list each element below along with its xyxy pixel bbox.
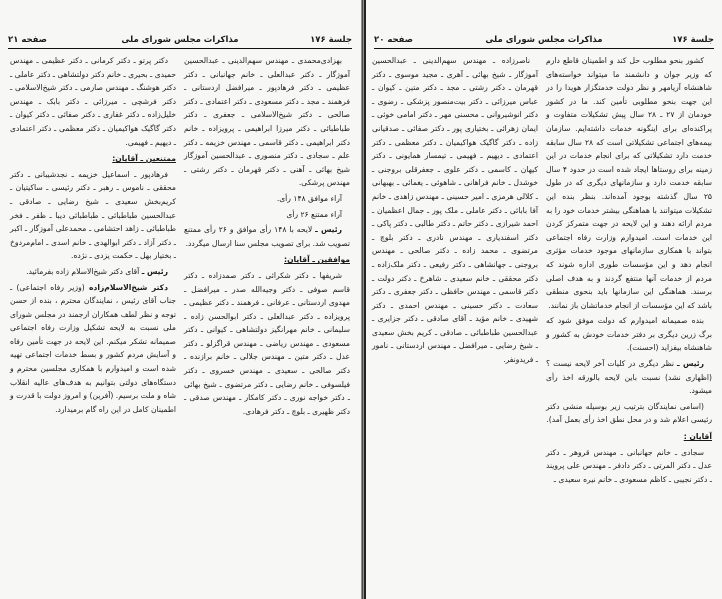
paragraph: [184, 54, 350, 190]
text-column: [184, 54, 350, 420]
paragraph-text: دکتر پرتو ـ دکتر کرمانی ـ دکتر عظیمی ـ مهندس حمیدی ـ بحیری ـ خانم دکتر دولتشاهی ـ دکتر عاملی ـ دکتر هوشنگ ـ مهندس صارمی ـ دکتر شیخ‌الاسلامی ـ دکتر فرشچی ـ میرزائی ـ دکتر بابک ـ مهندس خلیل‌زاده ـ دکتر غفاری ـ دکتر صفائی ـ دکتر کیوان ـ دکتر گاگیک هواکیمیان ـ دکتر معظمی ـ دکتر اعتمادی ـ دیهیم ـ فهیمی.: [10, 56, 176, 147]
paragraph: [546, 446, 712, 487]
text-column: [372, 54, 538, 369]
paragraph-text: بنده صمیمانه امیدوارم که دولت موفق شود که برگ زرین دیگری بر دفتر خدمات خودش به کشور و شاهنشاه بیفزاید (احسنت).: [546, 316, 712, 353]
paragraph-text: فرهادپور ـ اسماعیل خزیمه ـ نجدشیبانی ـ دکتر محققی ـ ناموس ـ رهبر ـ دکتر رئیسی ـ ساکیتیان ـ کریم‌بخش سعیدی ـ شیخ رضایی ـ صادقی ـ عبدالحسین طباطبائی ـ طباطبائی دیبا ـ ظفر ـ فخر طباطبائی ـ زاهد احتشامی ـ محمدعلی آموزگار ـ اکبر ـ دکتر آزاد ـ دکتر ابوالهدی ـ خانم اسدی ـ امام‌مردوخ ـ بختیار بهل ـ حکمت یزدی ـ نژده.: [10, 169, 176, 261]
section-heading: ممتنعین ـ آقایان:: [112, 154, 176, 164]
right-page: [364, 0, 722, 599]
paragraph-text: ناصرزاده ـ مهندس سهم‌الدینی ـ عبدالحسین آموزگار ـ شیخ بهائی ـ آهری ـ مجید موسوی ـ دکتر قهرمان ـ دکتر رشتی ـ مجد ـ دکتر متین ـ کیوان ـ عباس میرزائی ـ دکتر بیت‌منصور پزشکی ـ رضوی ـ دکتر انوشیروانی ـ محسنی مهر ـ دکتر امامی خوئی ـ ایمان زهرائی ـ بختیاری پور ـ دکتر صفائی ـ صدقیانی زاده ـ دکتر گاگیک هواکیمیان ـ دکتر معظمی ـ دکتر اعتمادی ـ دیهیم ـ فهیمی ـ تیمسار همایونی ـ دکتر کیهان ـ کاسمی ـ دکتر علوی ـ جعفرقلی بروجنی ـ خوشدل ـ خانم فراهانی ـ شاهوئی ـ یغمائی ـ بهبهانی ـ کلالی هرمزی ـ امیر حسینی ـ مهندس زاهدی ـ خانم آفا بابائی ـ دکتر عاملی ـ ملک پور ـ جمال اعظمیان ـ احمد شیرازی ـ دکتر حاتم ـ دکتر طالبی ـ دکتر پاکی ـ دکتر اسفندیاری ـ مهندس نادری ـ دکتر بلوچ ـ مرتضوی ـ محمد زاده ـ دکتر صالحی ـ مهندس بروجنی ـ جهانشاهی ـ دکتر رفیعی ـ دکتر ملک‌زاده ـ دکتر محققی ـ خانم سعیدی ـ شاهرخ ـ دکتر دولت ـ دکتر قاسمی ـ مهندس حافظی ـ دکتر جعفری ـ دکتر سعادت ـ دکتر حسینی ـ مهندس احمدی ـ دکتر شهیدی ـ خانم مؤید ـ آقای صادقی ـ دکتر جزایری ـ عبدالحسین طباطبائی ـ صادقی ـ کریم بخش سعیدی ـ شیخ رضایی ـ میرافضل ـ مهندس اردستانی ـ نامور ـ فریدونفر.: [372, 56, 538, 365]
speaker-name: رئیس ـ: [315, 225, 342, 235]
paragraph-text: آقای دکتر شیخ‌الاسلام زاده بفرمائید.: [26, 266, 140, 276]
paragraph: [184, 192, 350, 206]
session-number: جلسة ۱۷۶: [672, 35, 714, 45]
page-number: صفحه ۲۱: [8, 35, 47, 45]
paragraph: [546, 54, 712, 312]
paragraph: [10, 281, 176, 417]
paragraph: [184, 269, 350, 419]
section-heading: آقایان :: [683, 432, 712, 442]
paragraph-text: لایحه با ۱۴۸ رأی موافق و ۲۶ رأی ممتنع تصویب شد. برای تصویب مجلس سنا ارسال میگردد.: [184, 225, 350, 248]
paragraph: [372, 54, 538, 367]
page-number: صفحه ۲۰: [374, 35, 413, 45]
speaker-name: رئیس ـ: [141, 266, 168, 276]
publication-title: مذاکرات مجلس شورای ملی: [121, 35, 239, 45]
session-number: جلسة ۱۷۶: [310, 35, 352, 45]
paragraph: [184, 208, 350, 222]
paragraph: [546, 314, 712, 355]
paragraph-text: آراء ممتنع ۲۶ رأی: [286, 209, 342, 219]
paragraph-text: (وزیر رفاه اجتماعی) ـ جناب آقای رئیس ، نمایندگان محترم ، بنده از حسن توجه و نظر لطف همکاران ارجمند در مجلس شورای ملی نسبت به لایحه تشکیل وزارت رفاه اجتماعی صمیمانه تشکر میکنم. این لایحه در جهت تأمین رفاه و آسایش مردم کشور و بسط خدمات اجتماعی تهیه شده است و امیدوارم با همکاری مجلسین محترم و دستگاه‌های دولتی بتوانیم به هدف‌های عالیه انقلاب شاه و ملت برسیم. (آفرین) و امروز دولت با قدرت و اطمینان کامل در این راه گام برمیدارد.: [10, 282, 176, 414]
paragraph-text: سجادی ـ خانم جهانبانی ـ مهندس قروهر ـ دکتر عدل ـ دکتر المرتی ـ دکتر دادفر ـ مهندس علی پرویند ـ دکتر نجیبی ـ کاظم مسعودی ـ خانم نیره سعیدی ـ: [546, 447, 712, 484]
paragraph: [546, 400, 712, 427]
paragraph-text: آراء موافق ۱۴۸ رأی.: [276, 193, 342, 203]
paragraph: [546, 357, 712, 398]
text-column: [10, 54, 176, 418]
page-header: [8, 34, 352, 49]
paragraph: [184, 223, 350, 250]
speaker-name: رئیس ـ: [677, 359, 705, 369]
speaker-name: دکتر شیخ‌الاسلام‌زاده: [88, 282, 168, 292]
paragraph: [10, 168, 176, 263]
paragraph-text: (اسامی نمایندگان بترتیب زیر بوسیله منشی دکتر رئیسی اعلام شد و در محل نطق اخذ رأی بعمل آمد).: [546, 401, 712, 425]
paragraph-text: نظر دیگری در کلیات آخر لایحه نیست ؟ (اظهاری نشد) نسبت باین لایحه بالورقه اخذ رأی میشود.: [546, 359, 712, 396]
section-heading: موافقین ـ آقایان:: [284, 255, 350, 265]
paragraph-text: شریفها ـ دکتر شکرائی ـ دکتر صمدزاده ـ دکتر قاسم صوفی ـ دکتر وجیه‌الله صدر ـ میرافضل ـ مهدوی اردستانی ـ عرفانی ـ فرهمند ـ دکتر عظیمی ـ پرویزاده ـ دکتر عبدالعلی ـ دکتر ابوالحسن زاده ـ سلیمانی ـ خانم مهرانگیز دولتشاهی ـ کیوانی ـ دکتر مسعودی ـ مهندس ریاضی ـ مهندس قراگزلو ـ دکتر عدل ـ دکتر متین ـ مهندس جلالی ـ خانم برازنده ـ دکتر صالحی ـ سعیدی ـ مهندس خسروی ـ دکتر فیلسوفی ـ خانم رضایی ـ دکتر مرتضوی ـ شیخ بهائی ـ دکتر خواجه نوری ـ دکتر کامکار ـ مهندس صدقی ـ دکتر ظهیری ـ بلوچ ـ دکتر فرهادی.: [184, 270, 350, 416]
text-column: [546, 54, 712, 488]
paragraph-text: کشور بنحو مطلوب حل کند و اطمینان قاطع دارم که وزیر جوان و دانشمند ما میتواند خواسته‌های شاهنشاه آریامهر و نظر دولت خدمتگزار هویدا را در این جهت بنحو مطلوبی تأمین کند. ما در کشور خودمان از ۲۷ ـ ۲۸ سال پیش تشکیلات متفاوت و پراکنده‌ای برای اینگونه خدمات داشته‌ایم. سازمان بیمه‌های اجتماعی تشکیلاتی است که ۲۸ سال سابقه خدمت دارد تشکیلاتی که برای انجام خدمات در این زمینه برای روستاها ایجاد شده است در حدود ۴ سال سابقه خدمت دارد و سازمانهای دیگری که در طول ۲۵ سال گذشته بوجود آمده‌اند. بنظر بنده این تشکیلات میتوانند با هماهنگی بیشتر خدمات خود را به مردم ارائه دهند و این لایحه در جهت متمرکز کردن این خدمات است. امیدوارم وزارت رفاه اجتماعی بتواند با همکاری سازمانهای موجود خدمات مؤثری انجام دهد و این مؤسسات طوری اداره شوند که مردم از خدمات آنها منتفع گردند و به هدف اصلی برسند. هماهنگی این سازمانها باید بنحوی منطقی باشد که این مؤسسات از انجام خدماتشان باز نمانند.: [546, 56, 713, 310]
paragraph-text: بهزادی‌محمدی ـ مهندس سهم‌الدینی ـ عبدالحسین آموزگار ـ دکتر عبدالعلی ـ خانم جهانبانی ـ دکتر عظیمی ـ دکتر فرهادپور ـ میرافضل اردستانی ـ فرهمند ـ مجد ـ دکتر مسعودی ـ دکتر اعتمادی ـ دکتر صالحی ـ دکتر شیخ‌الاسلامی ـ جعفری ـ دکتر طباطبائی ـ دکتر میرزا ابراهیمی ـ پرویزاده ـ خانم دکتر ابراهیمی ـ دکتر قاسمی ـ مهندس خزیمه ـ دکتر علم ـ سجادی ـ دکتر منصوری ـ عبدالحسین آموزگار شیخ بهائی ـ آهنی ـ دکتر قهرمان ـ دکتر رشتی ـ مهندس پرشکی.: [184, 56, 350, 188]
paragraph: [10, 54, 176, 149]
publication-title: مذاکرات مجلس شورای ملی: [485, 35, 603, 45]
paragraph: [10, 265, 176, 279]
page-header: [374, 34, 714, 49]
